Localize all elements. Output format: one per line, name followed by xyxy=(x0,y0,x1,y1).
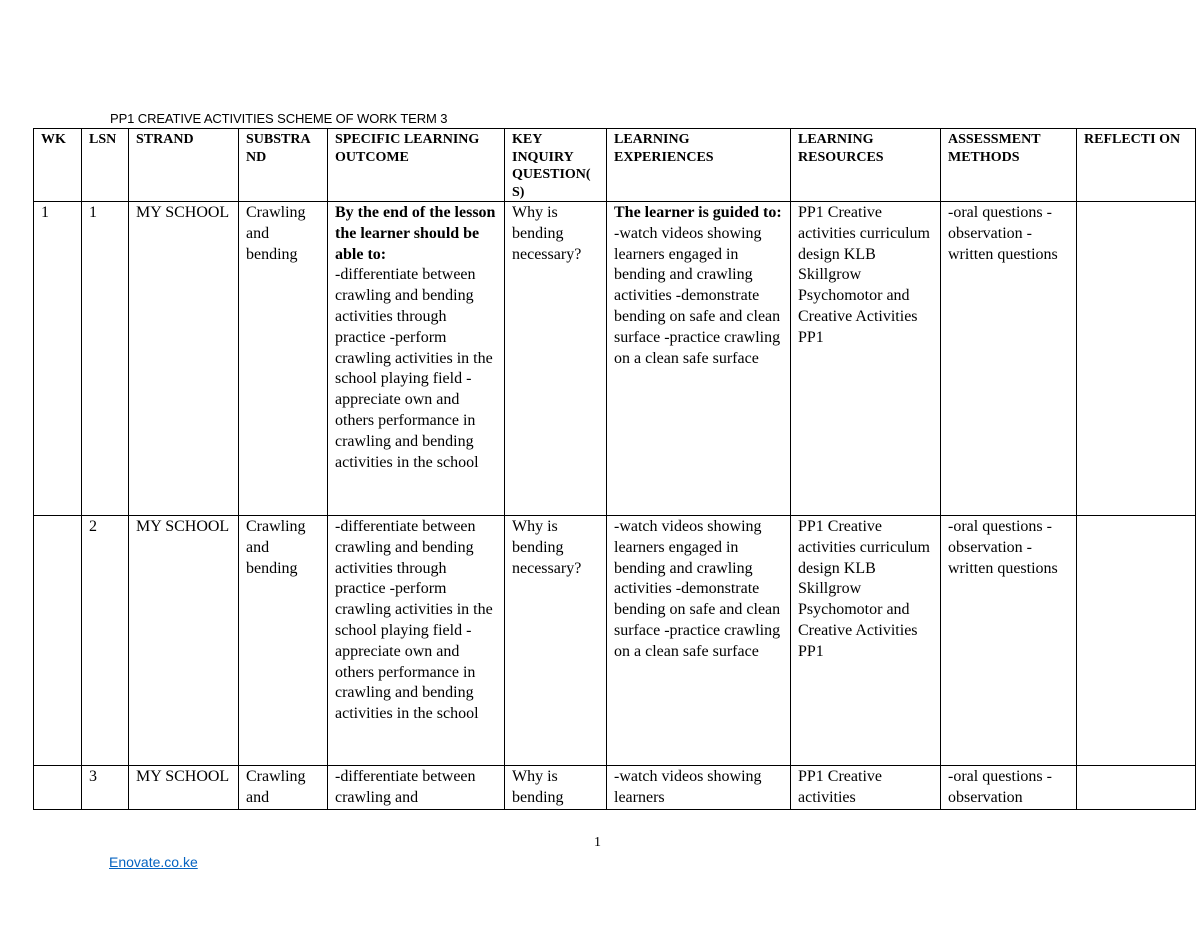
cell-wk xyxy=(34,516,82,766)
cell-resources: PP1 Creative activities curriculum design KLB Skillgrow Psychomotor and Creative Activities PP1 xyxy=(791,202,941,516)
header-assessment: ASSESSMENT METHODS xyxy=(941,129,1077,202)
header-reflection: REFLECTI ON xyxy=(1077,129,1196,202)
cell-reflection xyxy=(1077,202,1196,516)
cell-question: Why is bending necessary? xyxy=(505,516,607,766)
cell-question: Why is bending necessary? xyxy=(505,202,607,516)
table-row xyxy=(34,516,1196,766)
header-question: KEY INQUIRY QUESTION( S) xyxy=(505,129,607,202)
header-resources: LEARNING RESOURCES xyxy=(791,129,941,202)
header-substrand: SUBSTRA ND xyxy=(239,129,328,202)
cell-experiences xyxy=(607,202,791,516)
table-row xyxy=(34,202,1196,516)
cell-experiences: -watch videos showing learners engaged in bending and crawling activities -demonstrate bending on safe and clean surface -practice crawling on a clean safe surface xyxy=(607,516,791,766)
page-number: 1 xyxy=(594,835,601,850)
cell-outcome: -differentiate between crawling and bending activities through practice -perform crawling activities in the school playing field -appreciate own and others performance in crawling and bending activities in the school xyxy=(328,516,505,766)
cell-assessment: -oral questions -observation xyxy=(941,766,1077,810)
cell-substrand: Crawling and bending xyxy=(239,516,328,766)
header-experiences: LEARNING EXPERIENCES xyxy=(607,129,791,202)
header-row xyxy=(34,129,1196,202)
cell-substrand: Crawling and bending xyxy=(239,202,328,516)
cell-assessment: -oral questions -observation -written questions xyxy=(941,202,1077,516)
experience-intro: The learner is guided to: xyxy=(614,204,782,221)
cell-lsn: 1 xyxy=(82,202,129,516)
experience-text: -watch videos showing learners engaged in bending and crawling activities -demonstrate bending on safe and clean surface -practice crawling on a clean safe surface xyxy=(614,224,781,367)
cell-resources: PP1 Creative activities xyxy=(791,766,941,810)
cell-outcome xyxy=(328,202,505,516)
cell-assessment: -oral questions -observation -written questions xyxy=(941,516,1077,766)
header-lsn: LSN xyxy=(82,129,129,202)
cell-experiences: -watch videos showing learners xyxy=(607,766,791,810)
cell-lsn: 2 xyxy=(82,516,129,766)
outcome-intro: By the end of the lesson the learner should be able to: xyxy=(335,204,496,263)
document-title: PP1 CREATIVE ACTIVITIES SCHEME OF WORK TERM 3 xyxy=(110,111,448,126)
scheme-of-work-table xyxy=(33,128,1196,810)
header-strand: STRAND xyxy=(129,129,239,202)
cell-reflection xyxy=(1077,516,1196,766)
cell-lsn: 3 xyxy=(82,766,129,810)
cell-substrand: Crawling and xyxy=(239,766,328,810)
cell-reflection xyxy=(1077,766,1196,810)
cell-strand: MY SCHOOL xyxy=(129,766,239,810)
header-outcome: SPECIFIC LEARNING OUTCOME xyxy=(328,129,505,202)
cell-resources: PP1 Creative activities curriculum design KLB Skillgrow Psychomotor and Creative Activities PP1 xyxy=(791,516,941,766)
outcome-text: -differentiate between crawling and bending activities through practice -perform crawling activities in the school playing field -appreciate own and others performance in crawling and bending activities in the school xyxy=(335,266,493,471)
cell-strand: MY SCHOOL xyxy=(129,516,239,766)
footer-link[interactable]: Enovate.co.ke xyxy=(109,854,198,870)
cell-question: Why is bending xyxy=(505,766,607,810)
table-row xyxy=(34,766,1196,810)
cell-wk: 1 xyxy=(34,202,82,516)
cell-strand: MY SCHOOL xyxy=(129,202,239,516)
cell-wk xyxy=(34,766,82,810)
cell-outcome: -differentiate between crawling and xyxy=(328,766,505,810)
header-wk: WK xyxy=(34,129,82,202)
